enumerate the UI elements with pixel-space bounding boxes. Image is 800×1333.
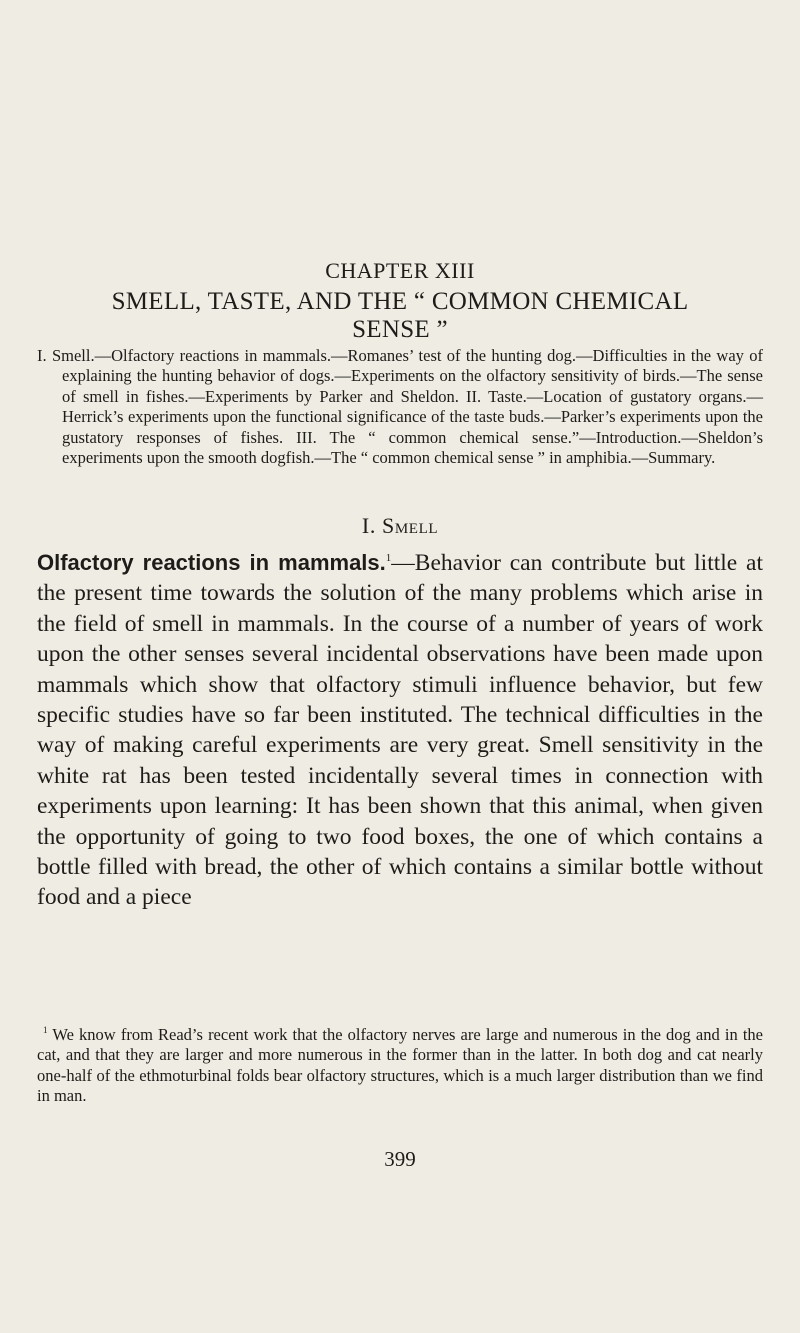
section-name: Smell: [382, 513, 439, 538]
footnote-marker: 1: [43, 1025, 48, 1035]
chapter-heading: CHAPTER XIII: [325, 258, 475, 283]
section-heading: [0, 513, 800, 539]
synopsis-text: I. Smell.—Olfactory reactions in mammals.—Romanes’ test of the hunting dog.—Difficulties in the way of explaining the hunting behavior of dogs.—Experiments on the olfactory sensitivity of birds.—The sense of smell in fishes.—Experiments by Parker and Sheldon. II. Taste.—Location of gustatory organs.—Herrick’s experiments upon the functional significance of the taste buds.—Parker’s experiments upon the gustatory responses of fishes. III. The “ common chemical sense.”—Introduction.—Sheldon’s experiments upon the smooth dogfish.—The “ common chemical sense ” in amphibia.—Summary.: [37, 346, 763, 468]
chapter-synopsis: [37, 346, 763, 468]
chapter-title: [40, 288, 760, 344]
paragraph-lead-heading: Olfactory reactions in mammals.: [37, 550, 386, 575]
footnote: [37, 1025, 763, 1106]
chapter-title-line-2: SENSE ”: [352, 316, 448, 343]
chapter-title-line-1: SMELL, TASTE, AND THE “ COMMON CHEMICAL: [111, 288, 689, 315]
paragraph-text: —Behavior can contribute but little at the present time towards the solution of the many problems which arise in the field of smell in mammals. In the course of a number of years of work upon the other senses several incidental observations have been made upon mammals which show that olfactory stimuli influence behavior, but few specific studies have so far been instituted. The technical difficulties in the way of making careful experiments are very great. Smell sensitivity in the white rat has been tested incidentally several times in connection with experiments upon learning: It has been shown that this animal, when given the opportunity of going to two food boxes, the one of which contains a bottle filled with bread, the other of which contains a similar bottle without food and a piece: [37, 550, 763, 911]
footnote-reference: 1: [385, 552, 392, 564]
footnote-text: We know from Read’s recent work that the olfactory nerves are large and numerous in the dog and in the cat, and that they are larger and more numerous in the former than in the latter. In both dog and cat nearly one-half of the ethmoturbinal folds bear olfactory structures, which is a much larger distribution than we find in man.: [37, 1025, 763, 1105]
body-paragraph: [37, 548, 763, 913]
section-number: I.: [361, 513, 376, 538]
page-number: 399: [384, 1147, 416, 1171]
